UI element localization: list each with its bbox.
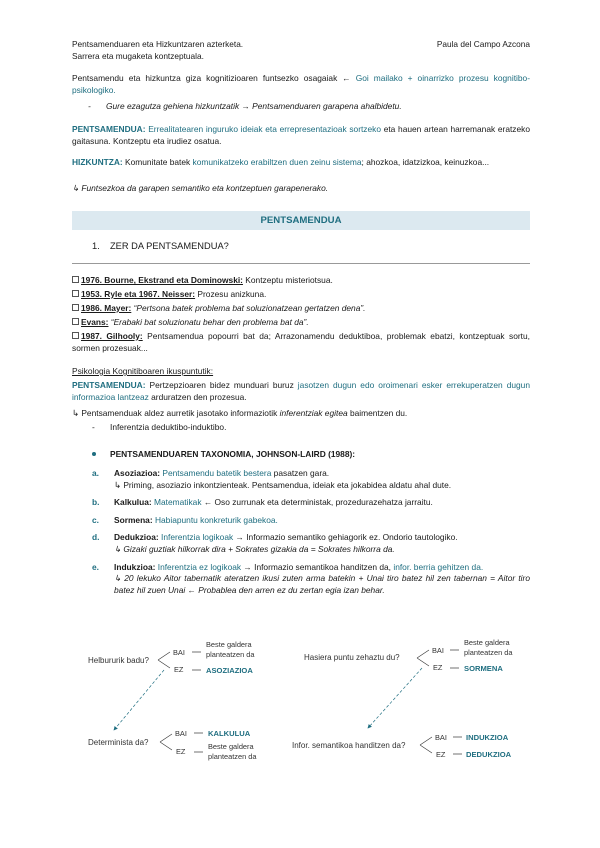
taxonomy-item-note: ↳ Priming, asoziazio inkontzienteak. Pentsamendua, ideiak eta jokabidea aldatu ahal dute. <box>114 479 452 490</box>
other-question-line2: planteatzen da <box>206 650 255 659</box>
taxonomy-title-text: PENTSAMENDUAREN TAXONOMIA, JOHNSON-LAIRD (1988): <box>110 449 356 459</box>
definition-item <box>72 331 530 354</box>
cognitive-note <box>72 408 530 420</box>
hizkuntza-definition <box>72 157 530 169</box>
definition-source: 1953. Ryle eta 1967. Neisser: <box>81 288 196 299</box>
cognitive-rest: arduratzen den prozesua. <box>148 391 247 402</box>
other-question-line1: Beste galdera <box>464 638 510 647</box>
taxonomy-item-name: Asoziazioa: <box>114 468 161 478</box>
other-question-line1: Beste galdera <box>208 742 254 751</box>
taxonomy-item-highlight-2: infor. berria gehitzen da. <box>393 561 484 572</box>
result-asoziazioa: ASOZIAZIOA <box>206 666 253 675</box>
cognitive-definition <box>72 380 530 403</box>
diagram-question: Hasiera puntu zehaztu du? <box>304 653 400 662</box>
definition-source: Evans: <box>81 316 109 327</box>
doc-title: Pentsamenduaren eta Hizkuntzaren azterketa. <box>72 39 244 49</box>
diagram-question: Infor. semantikoa handitzen da? <box>292 741 406 750</box>
hizkuntza-rest: ; ahozkoa, idatzizkoa, keinuzkoa... <box>361 157 490 167</box>
cognitive-heading: Psikologia Kognitiboaren ikuspuntutik: <box>72 366 214 376</box>
branch-lines <box>160 734 172 750</box>
bai-label: BAI <box>432 646 444 655</box>
result-dedukzioa: DEDUKZIOA <box>466 750 512 759</box>
ez-label: EZ <box>174 665 184 674</box>
bai-label: BAI <box>173 648 185 657</box>
decision-diagram <box>0 630 600 770</box>
hizkuntza-label: HIZKUNTZA: <box>72 157 126 167</box>
hizkuntza-highlight: komunikatzeko erabiltzen duen zeinu sistema <box>192 157 362 167</box>
result-kalkulua: KALKULUA <box>208 729 251 738</box>
cognitive-label: PENTSAMENDUA: <box>72 380 150 390</box>
taxonomy-item-letter: c. <box>92 514 99 525</box>
taxonomy-item-letter: e. <box>92 561 99 572</box>
definition-text: Prozesu anizkuna. <box>195 288 267 299</box>
cognitive-note-rest: baimentzen du. <box>347 408 408 418</box>
definition-item <box>72 289 530 301</box>
taxonomy-item-rest: pasatzen gara. <box>271 468 330 478</box>
cognitive-highlight: jasotzen dugun edo oroimenari esker errekuperatzen dugun informazioa lantzeaz <box>72 380 530 402</box>
diagram-question: Helbururik badu? <box>88 656 149 665</box>
taxonomy-item-rest: → Informazio semantikoa handitzen da, <box>241 561 394 572</box>
pentsamendua-label: PENTSAMENDUA: <box>72 124 149 134</box>
branch-lines <box>417 650 429 666</box>
checkbox-icon <box>72 276 79 283</box>
taxonomy-item-highlight: Inferentzia logikoak <box>158 532 234 543</box>
pentsamendua-highlight: Errealitatearen inguruko ideiak eta errepresentazioak sortzeko <box>148 124 381 134</box>
taxonomy-item-highlight: Inferentzia ez logikoak <box>155 561 242 572</box>
intro-text: Pentsamendu eta hizkuntza giza kognitizioaren funtsezko osagaiak ← <box>72 73 356 83</box>
definition-text: “Pertsona batek problema bat soluzionatzean gertatzen dena”. <box>131 302 366 313</box>
checkbox-icon <box>72 304 79 311</box>
bullet-dot-icon <box>92 452 96 456</box>
intro-bullet-text: Gure ezagutza gehiena hizkuntzatik → Pentsamenduaren garapena ahalbidetu. <box>106 101 402 111</box>
bai-label: BAI <box>175 729 187 738</box>
taxonomy-item <box>92 562 530 574</box>
definition-item <box>72 317 530 329</box>
intro-bullet: - Gure ezagutza gehiena hizkuntzatik → Pentsamenduaren garapena ahalbidetu. <box>88 101 402 111</box>
taxonomy-item-highlight: Habiapuntu konkreturik gabekoa. <box>152 514 278 525</box>
taxonomy-title <box>92 449 355 461</box>
arrow-to-q4 <box>368 668 422 728</box>
result-indukzioa: INDUKZIOA <box>466 733 509 742</box>
taxonomy-item-name: Indukzioa: <box>114 561 156 572</box>
definition-list <box>72 275 530 354</box>
definition-item <box>72 303 530 315</box>
hizkuntza-note: ↳ Funtsezkoa da garapen semantiko eta kontzeptuen garapenerako. <box>72 183 329 193</box>
section-heading-number: 1. <box>92 241 100 251</box>
section-banner: PENTSAMENDUA <box>72 211 530 230</box>
taxonomy-item <box>92 532 530 544</box>
checkbox-icon <box>72 332 79 339</box>
pentsamendua-definition <box>72 124 530 147</box>
cognitive-bullet-text: Inferentzia deduktibo-induktibo. <box>110 422 227 432</box>
branch-lines <box>158 652 170 668</box>
other-question-line2: planteatzen da <box>208 752 257 761</box>
ez-label: EZ <box>436 750 446 759</box>
bai-label: BAI <box>435 733 447 742</box>
taxonomy-item-letter: a. <box>92 468 99 478</box>
taxonomy-item-note: ↳ Gizaki guztiak hilkorrak dira + Sokrates gizakia da = Sokrates hilkorra da. <box>114 543 395 554</box>
taxonomy-list <box>92 468 530 596</box>
taxonomy-item-note: ↳ 20 lekuko Aitor tabernatik ateratzen ikusi zuten arma batekin + Unai tiro batez hil zen tabernan = Aitor tiro batez hil zuen Unai ← Probablea den arren ez du zertan egia izan behar. <box>114 573 530 595</box>
hizkuntza-text: Komunitate batek <box>125 157 193 167</box>
diagram-question: Determinista da? <box>88 738 149 747</box>
definition-text: Kontzeptu misteriotsua. <box>242 275 333 285</box>
definition-text: Pentsamendua popourri bat da; Arrazonamendu deduktiboa, problemak ebatzi, kontzeptuak sortu, sormen prozesuak... <box>72 330 530 353</box>
ez-label: EZ <box>176 747 186 756</box>
taxonomy-item-name: Kalkulua: <box>114 497 152 508</box>
taxonomy-item <box>92 468 530 480</box>
taxonomy-item-rest: → Informazio semantiko gehiagorik ez. Ondorio tautologiko. <box>233 532 458 543</box>
section-heading-text: ZER DA PENTSAMENDUA? <box>110 241 229 251</box>
cognitive-text: Pertzepzioaren bidez munduari buruz <box>149 380 298 390</box>
cognitive-note-text: ↳ Pentsamenduak aldez aurretik jasotako informaziotik <box>72 408 280 418</box>
intro-paragraph <box>72 73 530 96</box>
definition-source: 1987. Gilhooly: <box>81 330 143 341</box>
cognitive-note-italic: inferentziak egitea <box>279 408 348 418</box>
taxonomy-item-name: Dedukzioa: <box>114 532 159 543</box>
cognitive-bullet: - Inferentzia deduktibo-induktibo. <box>92 422 227 432</box>
section-divider <box>72 263 530 264</box>
ez-label: EZ <box>433 663 443 672</box>
definition-source: 1986. Mayer: <box>81 302 132 313</box>
pentsamendua-rest: eta hauen artean harremanak eratzeko gaitasuna. Kontzeptu eta irudiez osatua. <box>72 124 530 146</box>
taxonomy-item <box>92 497 530 509</box>
taxonomy-item-highlight: Matematikak <box>151 497 202 508</box>
definition-text: “Erabaki bat soluzionatu behar den problema bat da”. <box>108 316 309 327</box>
other-question-line2: planteatzen da <box>464 648 513 657</box>
result-sormena: SORMENA <box>464 664 503 673</box>
taxonomy-item-name: Sormena: <box>114 514 153 525</box>
arrow-to-q3 <box>114 670 164 730</box>
taxonomy-item-rest: ← Oso zurrunak eta deterministak, prozedurazehatza jarraitu. <box>201 497 433 508</box>
taxonomy-item-highlight: Pentsamendu batetik bestera <box>160 468 272 478</box>
branch-lines <box>420 737 432 753</box>
taxonomy-item-letter: d. <box>92 532 100 543</box>
intro-highlight: Goi mailako + oinarrizko prozesu kognitibo-psikologiko. <box>72 73 530 95</box>
checkbox-icon <box>72 290 79 297</box>
doc-author: Paula del Campo Azcona <box>436 39 530 49</box>
other-question-line1: Beste galdera <box>206 640 252 649</box>
checkbox-icon <box>72 318 79 325</box>
doc-subtitle: Sarrera eta mugaketa kontzeptuala. <box>72 51 204 61</box>
taxonomy-item-letter: b. <box>92 497 100 508</box>
definition-item <box>72 275 530 287</box>
section-heading <box>92 241 229 251</box>
definition-source: 1976. Bourne, Ekstrand eta Dominowski: <box>81 275 243 285</box>
taxonomy-item <box>92 515 530 527</box>
